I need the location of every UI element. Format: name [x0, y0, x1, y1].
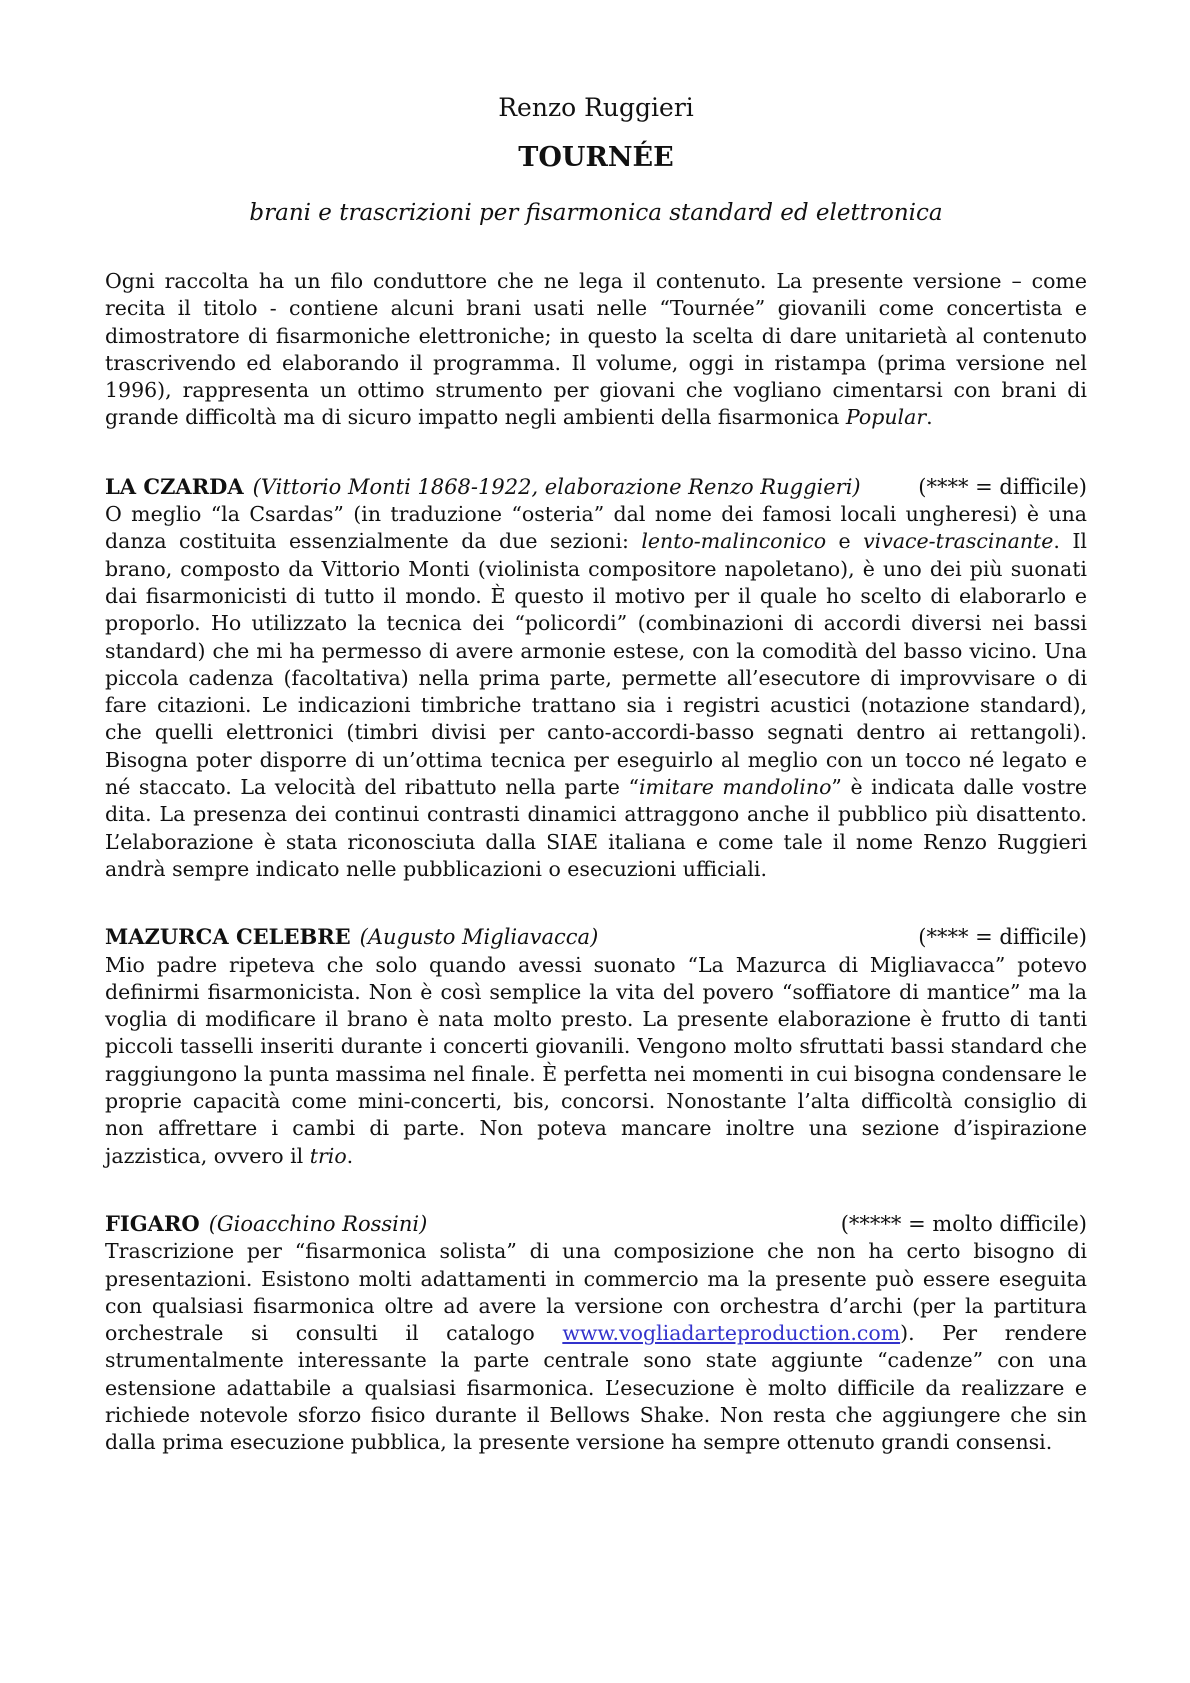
text-run: . — [346, 1143, 354, 1168]
text-run: Mio padre ripeteva che solo quando avessi suonato “La Mazurca di Migliavacca” potevo definirmi fisarmonicista. Non è così semplice la vita del povero “soffiatore di mantice” ma la voglia di modificare il brano è nata molto presto. La presente elaborazione è frutto di tanti piccoli tasselli inseriti durante i concerti giovanili. Vengono molto sfruttati bassi standard che raggiungono la punta massima nel finale. È perfetta nei momenti in cui bisogna condensare le proprie capacità come mini-concerti, bis, concorsi. Nonostante l’alta difficoltà consiglio di non affrettare i cambi di parte. Non poteva mancare inoltre una sezione d’ispirazione jazzistica, ovvero il — [105, 952, 1087, 1168]
page-content — [105, 0, 1087, 1457]
document-subtitle: brani e trascrizioni per fisarmonica standard ed elettronica — [249, 200, 943, 226]
section-body — [105, 1238, 1087, 1456]
difficulty-rating: (**** = difficile) — [918, 474, 1087, 499]
section-heading-left — [105, 473, 861, 501]
section-credit: (Vittorio Monti 1868-1922, elaborazione Renzo Ruggieri) — [252, 474, 861, 499]
section-credit: (Augusto Migliavacca) — [359, 925, 599, 950]
section-credit: (Gioacchino Rossini) — [208, 1211, 428, 1236]
section-header — [105, 923, 1087, 951]
section-heading-left — [105, 1210, 427, 1238]
italic-text: trio — [309, 1143, 347, 1168]
text-run: ” è indicata dalle vostre dita. La presenza dei continui contrasti dinamici attraggono anche il pubblico più disattento. L’elaborazione è stata riconosciuta dalla SIAE italiana e come tale il nome Renzo Ruggieri andrà sempre indicato nelle pubblicazioni o esecuzioni ufficiali. — [105, 775, 1087, 881]
section-la-czarda — [105, 473, 1087, 883]
italic-text: Popular — [845, 405, 927, 430]
section-body — [105, 501, 1087, 883]
intro-paragraph — [105, 268, 1087, 432]
section-header — [105, 473, 1087, 501]
section-figaro — [105, 1210, 1087, 1457]
text-run: . — [926, 405, 933, 430]
difficulty-rating: (***** = molto difficile) — [840, 1211, 1087, 1236]
text-run: Ogni raccolta ha un filo conduttore che ne lega il contenuto. La presente versione – come recita il titolo - contiene alcuni brani usati nelle “Tournée” giovanili come concertista e dimostratore di fisarmoniche elettroniche; in questo la scelta di dare unitarietà al contenuto trascrivendo ed elaborando il programma. Il volume, oggi in ristampa (prima versione nel 1996), rappresenta un ottimo strumento per giovani che vogliano cimentarsi con brani di grande difficoltà ma di sicuro impatto negli ambienti della fisarmonica — [105, 269, 1087, 430]
italic-text: lento-malinconico — [641, 529, 827, 554]
text-run: . Il brano, composto da Vittorio Monti (violinista compositore napoletano), è uno dei più suonati dai fisarmonicisti di tutto il mondo. È questo il motivo per il quale ho scelto di elaborarlo e proporlo. Ho utilizzato la tecnica dei “policordi” (combinazioni di accordi diversi nei bassi standard) che mi ha permesso di avere armonie estese, con la comodità del basso vicino. Una piccola cadenza (facoltativa) nella prima parte, permette all’esecutore di improvvisare o di fare citazioni. Le indicazioni timbriche trattano sia i registri acustici (notazione standard), che quelli elettronici (timbri divisi per canto-accordi-basso segnati dentro ai rettangoli). Bisogna poter disporre di un’ottima tecnica per eseguirlo al meglio con un tocco né legato e né staccato. La velocità del ribattuto nella parte “ — [105, 529, 1087, 800]
difficulty-rating: (**** = difficile) — [918, 925, 1087, 950]
author-line: Renzo Ruggieri — [498, 93, 694, 122]
section-title: FIGARO — [105, 1210, 200, 1236]
document-title: TOURNÉE — [518, 142, 674, 173]
italic-text: imitare mandolino — [638, 775, 832, 800]
text-run: ). Per rendere strumentalmente interessante la parte centrale sono state aggiunte “cadenze” con una estensione adattabile a qualsiasi fisarmonica. L’esecuzione è molto difficile da realizzare e richiede notevole sforzo fisico durante il Bellows Shake. Non resta che aggiungere che sin dalla prima esecuzione pubblica, la presente versione ha sempre ottenuto grandi consensi. — [105, 1321, 1088, 1455]
section-body — [105, 952, 1087, 1170]
section-heading-left — [105, 923, 598, 951]
section-title: MAZURCA CELEBRE — [105, 924, 351, 950]
text-run: e — [826, 529, 864, 554]
hyperlink[interactable]: www.vogliadarteproduction.com — [562, 1321, 901, 1346]
section-title: LA CZARDA — [105, 473, 244, 499]
italic-text: vivace-trascinante — [863, 529, 1054, 554]
section-mazurca-celebre — [105, 923, 1087, 1170]
text-run: O meglio “la Csardas” (in traduzione “osteria” dal nome dei famosi locali ungheresi) è una danza costituita essenzialmente da due sezioni: — [105, 502, 1087, 554]
section-header — [105, 1210, 1087, 1238]
text-run: Trascrizione per “fisarmonica solista” di una composizione che non ha certo bisogno di presentazioni. Esistono molti adattamenti in commercio ma la presente può essere eseguita con qualsiasi fisarmonica oltre ad avere la versione con orchestra d’archi (per la partitura orchestrale si consulti il catalogo — [105, 1239, 1087, 1346]
